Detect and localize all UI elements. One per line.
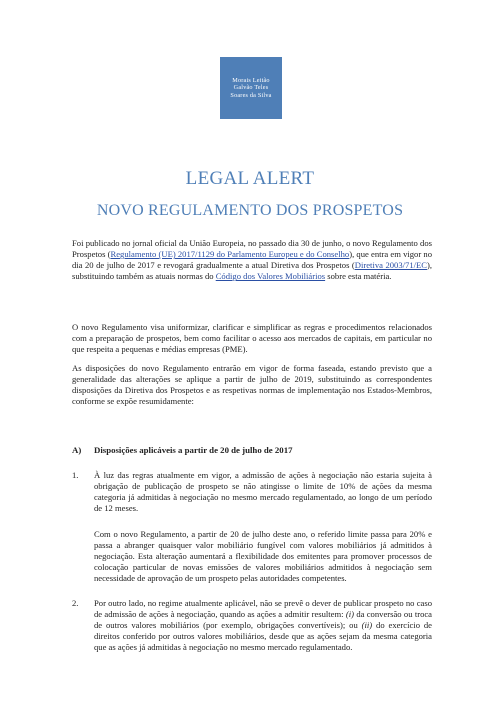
list-item-2 bbox=[72, 598, 432, 653]
item-1-text: À luz das regras atualmente em vigor, a admissão de ações à negociação não estaria sujeita à obrigação de publicação de prospeto se não atingisse o limite de 10% de ações da mesma categoria já admitidas à negociação no mesmo mercado regulamentado, ao longo de um período de 12 meses. bbox=[94, 470, 432, 514]
intro-text-3: ), substituindo também as atuais normas do bbox=[72, 260, 432, 282]
list-item-1 bbox=[72, 470, 432, 514]
section-a-title: Disposições aplicáveis a partir de 20 de julho de 2017 bbox=[94, 445, 293, 455]
directive-link[interactable]: Diretiva 2003/71/EC bbox=[354, 260, 427, 271]
item-2-roman-ii: (ii) bbox=[361, 620, 373, 631]
item-1-number: 1. bbox=[72, 470, 79, 480]
item-2-number: 2. bbox=[72, 598, 79, 608]
page-subtitle: NOVO REGULAMENTO DOS PROSPETOS bbox=[96, 202, 404, 219]
objectives-paragraph: O novo Regulamento visa uniformizar, clarificar e simplificar as regras e procedimentos relacionados com a preparação de prospetos, bem como facilitar o acesso aos mercados de capitais, em particular no que respeita a pequenas e médias empresas (PME). bbox=[72, 322, 432, 355]
item-2-text-1: Por outro lado, no regime atualmente aplicável, não se prevê o dever de publicar prospeto no caso de admissão de ações à negociação, quando as ações a admitir resultem: bbox=[94, 598, 432, 620]
item-2-text bbox=[94, 598, 432, 653]
phasing-paragraph: As disposições do novo Regulamento entrarão em vigor de forma faseada, estando previsto que a generalidade das alterações se aplique a partir de julho de 2019, substituindo as correspondentes disposições da Diretiva dos Prospetos e as respetivas normas de implementação nos Estados-Membros, conforme se expõe resumidamente: bbox=[72, 363, 432, 407]
item-2-text-2: da conversão ou troca de outros valores mobiliários (por exemplo, obrigações convertíveis); ou bbox=[94, 609, 432, 631]
logo-line-1: Morais Leitão bbox=[232, 76, 270, 84]
firm-logo bbox=[220, 57, 282, 119]
item-1-continuation: Com o novo Regulamento, a partir de 20 de julho deste ano, o referido limite passa para 20% e passa a abranger quaisquer valor mobiliário fungível com valores mobiliários já admitidos à negociação. Esta alteração aumentará a flexibilidade dos emitentes para promover processos de colocação particular de novas emissões de valores mobiliários admitidos à negociação sem necessidade de aprovação de um prospeto pelas autoridades competentes. bbox=[94, 529, 432, 584]
item-2-roman-i: (i) bbox=[345, 609, 354, 620]
logo-line-3: Soares da Silva bbox=[230, 91, 272, 99]
intro-paragraph bbox=[72, 238, 432, 282]
page-title: LEGAL ALERT bbox=[185, 168, 315, 189]
regulation-link[interactable]: Regulamento (UE) 2017/1129 do Parlamento Europeu e do Conselho bbox=[110, 249, 350, 260]
section-a-letter: A) bbox=[72, 445, 82, 455]
section-a-heading bbox=[72, 445, 432, 455]
code-link[interactable]: Código dos Valores Mobiliários bbox=[215, 271, 326, 282]
intro-text-2: ), que entra em vigor no dia 20 de julho de 2017 e revogará gradualmente a atual Diretiva dos Prospetos ( bbox=[72, 249, 432, 271]
logo-line-2: Galvão Teles bbox=[233, 84, 269, 92]
intro-text-1: Foi publicado no jornal oficial da União Europeia, no passado dia 30 de junho, o novo Regulamento dos Prospetos ( bbox=[72, 238, 432, 260]
item-2-text-3: do exercício de direitos conferido por outros valores mobiliários, desde que as ações sejam da mesma categoria que as ações já admitidas à negociação no mesmo mercado regulamentado. bbox=[94, 620, 432, 653]
intro-text-4: sobre esta matéria. bbox=[325, 271, 392, 282]
